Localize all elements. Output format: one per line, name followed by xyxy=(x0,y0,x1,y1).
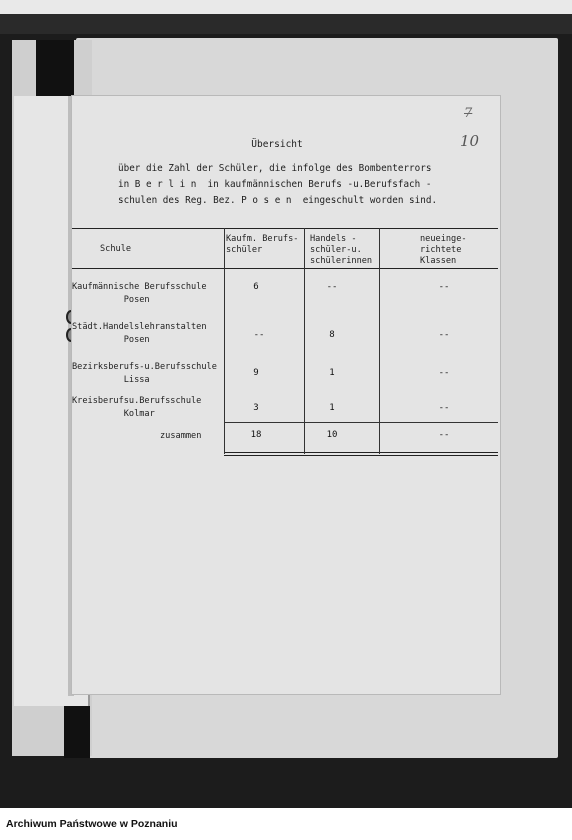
row-kaufm: -- xyxy=(253,330,265,340)
total-handels: 10 xyxy=(326,430,338,440)
table-top-rule xyxy=(72,228,498,229)
header-school: Schule xyxy=(100,244,132,254)
row-handels: 1 xyxy=(329,403,335,413)
film-top-border xyxy=(0,14,572,34)
row-school: Kreisberufsu.Berufsschule Kolmar xyxy=(72,396,202,419)
row-school: Städt.Handelslehranstalten Posen xyxy=(72,322,207,345)
header-neu: neueinge- richtete Klassen xyxy=(420,234,467,266)
row-handels: 1 xyxy=(329,368,335,378)
total-kaufm: 18 xyxy=(250,430,262,440)
row-neu: -- xyxy=(438,368,450,378)
row-handels: 8 xyxy=(329,330,335,340)
binding-shadow-top xyxy=(36,40,74,98)
row-neu: -- xyxy=(438,282,450,292)
table-header-rule xyxy=(72,268,498,269)
document-page xyxy=(72,96,500,694)
intro-line: über die Zahl der Schüler, die infolge des Bombenterrors xyxy=(118,163,432,174)
total-neu: -- xyxy=(438,430,450,440)
binding-shadow-bottom xyxy=(64,700,90,758)
film-top-strip xyxy=(0,0,572,14)
table-total-rule xyxy=(224,422,498,423)
row-kaufm: 3 xyxy=(253,403,259,413)
table-bottom-rule-double xyxy=(224,455,498,456)
row-school: Bezirksberufs-u.Berufsschule Lissa xyxy=(72,362,217,385)
document-title: Übersicht xyxy=(251,139,303,150)
header-handels: Handels - schüler-u. schülerinnen xyxy=(310,234,373,266)
header-kaufm: Kaufm. Berufs- schüler xyxy=(226,234,299,255)
archive-caption: Archiwum Państwowe w Poznaniu xyxy=(6,818,178,830)
statistics-table xyxy=(72,226,498,458)
total-label: zusammen xyxy=(160,431,202,441)
page-number-old: 7 xyxy=(464,106,473,121)
page-number: 10 xyxy=(460,132,480,150)
row-handels: -- xyxy=(326,282,338,292)
table-bottom-rule xyxy=(224,452,498,453)
table-column-divider xyxy=(379,228,380,454)
intro-line: schulen des Reg. Bez. P o s e n eingeschult worden sind. xyxy=(118,195,438,206)
table-column-divider xyxy=(224,228,225,454)
document-intro xyxy=(118,161,448,209)
row-school: Kaufmännische Berufsschule Posen xyxy=(72,282,207,305)
intro-line: in B e r l i n in kaufmännischen Berufs -u.Berufsfach - xyxy=(118,179,432,190)
row-neu: -- xyxy=(438,330,450,340)
row-kaufm: 9 xyxy=(253,368,259,378)
row-neu: -- xyxy=(438,403,450,413)
table-column-divider xyxy=(304,228,305,454)
row-kaufm: 6 xyxy=(253,282,259,292)
